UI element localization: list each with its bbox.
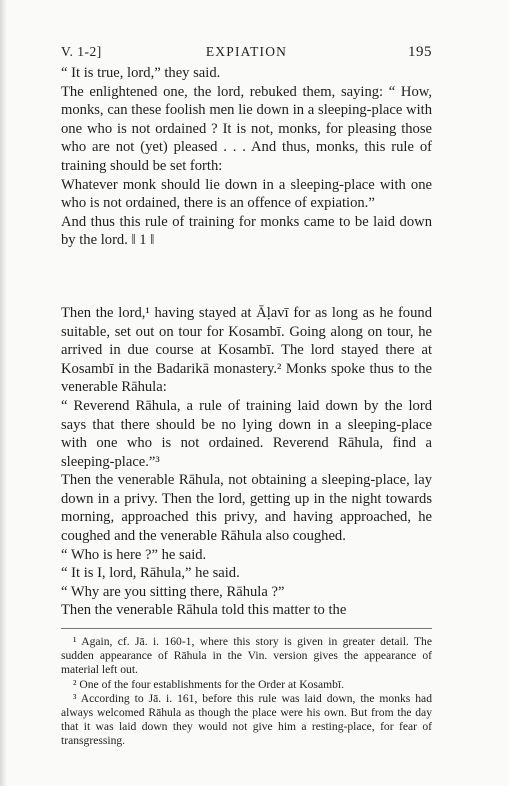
running-title: EXPIATION (205, 44, 288, 59)
book-page (61, 44, 432, 749)
footnote: ² One of the four establishments for the Order at Kosambī. (73, 677, 345, 691)
footnotes (61, 635, 432, 749)
chapter-reference: V. 1-2] (61, 44, 102, 59)
paragraph: Whatever monk should lie down in a sleeping-place with one who is not ordained, there is an offence of expiation.” (61, 176, 432, 212)
paragraph: “ Reverend Rāhula, a rule of training laid down by the lord says that there should be no lying down in a sleeping-place with one who is not ordained. Reverend Rāhula, find a sleeping-place.”³ (61, 397, 432, 470)
page-edge-shadow (0, 0, 7, 786)
paragraph: Then the venerable Rāhula told this matter to the (61, 602, 347, 619)
paragraph: Then the lord,¹ having stayed at Āḷavī for as long as he found suitable, set out on tour for Kosambī. Going along on tour, he arrived in due course at Kosambī. The lord stayed there at Kosambī in the Badarikā monastery.² Monks spoke thus to the venerable Rāhula: (61, 304, 432, 396)
paragraph: The enlightened one, the lord, rebuked them, saying: “ How, monks, can these foolish men lie down in a sleeping-place with one who is not ordained ? It is not, monks, for pleasing those who are not (yet) pleased . . . And thus, monks, this rule of training should be set forth: (61, 83, 432, 174)
paragraph: And thus this rule of training for monks came to be laid down by the lord. ‖ 1 ‖ (61, 213, 432, 249)
running-header (61, 44, 432, 64)
paragraph: “ It is true, lord,” they said. (61, 65, 221, 81)
paragraph: “ Who is here ?” he said. (61, 546, 207, 563)
paragraph: Then the venerable Rāhula, not obtaining a sleeping-place, lay down in a privy. Then the lord, getting up in the night towards morning, approached this privy, and having approached, he coughed and the venerable Rāhula also coughed. (61, 472, 432, 545)
section-gap (61, 250, 432, 304)
main-text (61, 64, 432, 620)
paragraph: “ Why are you sitting there, Rāhula ?” (61, 583, 285, 600)
footnote: ¹ Again, cf. Jā. i. 160-1, where this story is given in greater detail. The sudden appearance of Rāhula in the Vin. version gives the appearance of material left out. (61, 635, 432, 677)
page-number: 195 (408, 44, 432, 60)
paragraph: “ It is I, lord, Rāhula,” he said. (61, 565, 240, 582)
footnote: ³ According to Jā. i. 161, before this rule was laid down, the monks had always welcomed Rāhula as though the place were his own. But from the day that it was laid down they would not give him a resting-place, for fear of transgressing. (61, 691, 432, 748)
footnote-rule (61, 628, 432, 629)
